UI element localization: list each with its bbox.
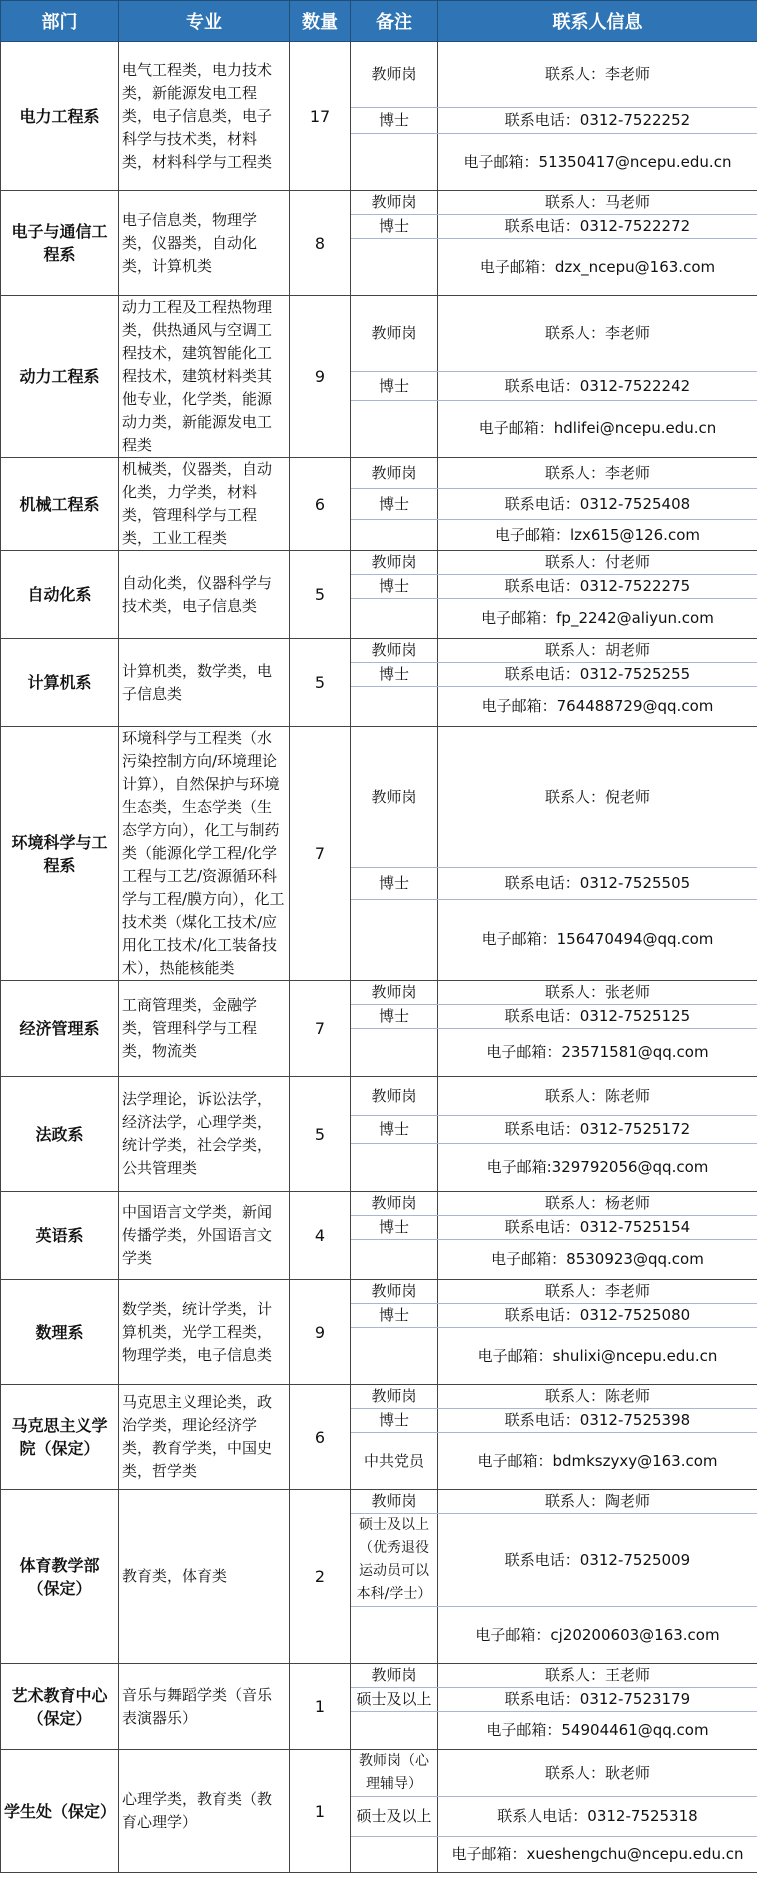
contact-cell: 联系电话：0312-7525172 [438, 1116, 757, 1144]
contact-cell: 电子邮箱：lzx615@126.com [438, 520, 757, 551]
table-row [1, 639, 757, 663]
note-cell [351, 1240, 438, 1280]
note-cell [351, 1029, 438, 1077]
note-cell: 博士 [351, 489, 438, 520]
note-cell [351, 1328, 438, 1385]
note-cell [351, 1144, 438, 1192]
contact-cell: 联系电话：0312-7525408 [438, 489, 757, 520]
table-body [1, 42, 757, 1873]
contact-cell: 联系电话：0312-7525398 [438, 1409, 757, 1433]
count-cell: 5 [290, 551, 351, 639]
contact-cell: 电子邮箱：23571581@qq.com [438, 1029, 757, 1077]
table-row [1, 1280, 757, 1304]
note-cell: 教师岗 [351, 1385, 438, 1409]
table-row [1, 1490, 757, 1514]
contact-cell: 电子邮箱：8530923@qq.com [438, 1240, 757, 1280]
department-cell: 动力工程系 [1, 296, 119, 458]
department-cell: 学生处（保定） [1, 1750, 119, 1873]
note-cell [351, 1837, 438, 1873]
note-cell: 中共党员 [351, 1433, 438, 1490]
note-cell: 博士 [351, 663, 438, 687]
major-cell: 教育类，体育类 [119, 1490, 290, 1664]
note-cell: 博士 [351, 1304, 438, 1328]
header-department: 部门 [1, 1, 119, 42]
contact-cell: 联系人：陈老师 [438, 1385, 757, 1409]
major-cell: 环境科学与工程类（水污染控制方向/环境理论计算），自然保护与环境生态类，生态学类（生态学方向），化工与制药类（能源化学工程/化学工程与工艺/资源循环科学与工程/膜方向），化工技术类（煤化工技术/应用化工技术/化工装备技术），热能核能类 [119, 727, 290, 981]
department-cell: 体育教学部（保定） [1, 1490, 119, 1664]
header-notes: 备注 [351, 1, 438, 42]
note-cell: 博士 [351, 215, 438, 239]
contact-cell: 联系人：李老师 [438, 42, 757, 108]
contact-cell: 联系人：陈老师 [438, 1077, 757, 1116]
contact-cell: 联系电话：0312-7522242 [438, 372, 757, 400]
major-cell: 数学类，统计学类，计算机类，光学工程类，物理学类，电子信息类 [119, 1280, 290, 1385]
major-cell: 电气工程类，电力技术类，新能源发电工程类，电子信息类，电子科学与技术类，材料类，材料科学与工程类 [119, 42, 290, 191]
major-cell: 电子信息类，物理学类，仪器类，自动化类，计算机类 [119, 191, 290, 296]
note-cell [351, 1712, 438, 1750]
contact-cell: 电子邮箱：cj20200603@163.com [438, 1607, 757, 1664]
contact-cell: 联系电话：0312-7525154 [438, 1216, 757, 1240]
note-cell: 教师岗 [351, 551, 438, 575]
note-cell: 硕士及以上（优秀退役运动员可以本科/学士） [351, 1514, 438, 1607]
count-cell: 9 [290, 296, 351, 458]
contact-cell: 联系电话：0312-7522252 [438, 108, 757, 134]
count-cell: 4 [290, 1192, 351, 1280]
contact-cell: 联系人：李老师 [438, 296, 757, 372]
contact-cell: 电子邮箱：shulixi@ncepu.edu.cn [438, 1328, 757, 1385]
header-count: 数量 [290, 1, 351, 42]
department-cell: 马克思主义学院（保定） [1, 1385, 119, 1490]
department-cell: 英语系 [1, 1192, 119, 1280]
contact-cell: 联系人：李老师 [438, 1280, 757, 1304]
contact-cell: 电子邮箱：xueshengchu@ncepu.edu.cn [438, 1837, 757, 1873]
table-row [1, 1192, 757, 1216]
count-cell: 5 [290, 639, 351, 727]
contact-cell: 联系人：倪老师 [438, 727, 757, 868]
contact-cell: 电子邮箱：764488729@qq.com [438, 687, 757, 727]
table-row [1, 296, 757, 372]
note-cell: 教师岗 [351, 42, 438, 108]
note-cell: 博士 [351, 575, 438, 599]
contact-cell: 联系人：李老师 [438, 458, 757, 489]
count-cell: 17 [290, 42, 351, 191]
note-cell: 教师岗 [351, 727, 438, 868]
contact-cell: 联系电话：0312-7525080 [438, 1304, 757, 1328]
count-cell: 1 [290, 1664, 351, 1750]
contact-cell: 联系电话：0312-7525125 [438, 1005, 757, 1029]
contact-cell: 联系人：陶老师 [438, 1490, 757, 1514]
note-cell [351, 400, 438, 457]
table-row [1, 1077, 757, 1116]
contact-cell: 联系人电话：0312-7525318 [438, 1797, 757, 1837]
note-cell: 博士 [351, 108, 438, 134]
department-cell: 自动化系 [1, 551, 119, 639]
table-row [1, 191, 757, 215]
contact-cell: 联系电话：0312-7523179 [438, 1688, 757, 1712]
contact-cell: 联系电话：0312-7525255 [438, 663, 757, 687]
note-cell: 教师岗 [351, 296, 438, 372]
table-row [1, 551, 757, 575]
note-cell: 博士 [351, 1409, 438, 1433]
contact-cell: 联系人：杨老师 [438, 1192, 757, 1216]
count-cell: 7 [290, 981, 351, 1077]
table-row [1, 981, 757, 1005]
header-contact: 联系人信息 [438, 1, 757, 42]
department-cell: 经济管理系 [1, 981, 119, 1077]
table-row [1, 42, 757, 108]
note-cell: 硕士及以上 [351, 1688, 438, 1712]
contact-cell: 电子邮箱：dzx_ncepu@163.com [438, 239, 757, 296]
major-cell: 自动化类，仪器科学与技术类，电子信息类 [119, 551, 290, 639]
department-cell: 电子与通信工程系 [1, 191, 119, 296]
department-cell: 计算机系 [1, 639, 119, 727]
contact-cell: 电子邮箱：156470494@qq.com [438, 899, 757, 980]
count-cell: 6 [290, 1385, 351, 1490]
header-major: 专业 [119, 1, 290, 42]
note-cell: 博士 [351, 1005, 438, 1029]
count-cell: 7 [290, 727, 351, 981]
contact-cell: 联系人：马老师 [438, 191, 757, 215]
note-cell: 教师岗 [351, 458, 438, 489]
department-cell: 环境科学与工程系 [1, 727, 119, 981]
department-cell: 法政系 [1, 1077, 119, 1192]
contact-cell: 电子邮箱：51350417@ncepu.edu.cn [438, 134, 757, 191]
note-cell: 教师岗 [351, 1077, 438, 1116]
department-cell: 电力工程系 [1, 42, 119, 191]
note-cell: 教师岗 [351, 1280, 438, 1304]
major-cell: 心理学类，教育类（教育心理学） [119, 1750, 290, 1873]
major-cell: 音乐与舞蹈学类（音乐表演器乐） [119, 1664, 290, 1750]
table-row [1, 458, 757, 489]
note-cell: 教师岗 [351, 981, 438, 1005]
major-cell: 动力工程及工程热物理类，供热通风与空调工程技术，建筑智能化工程技术，建筑材料类其他专业，化学类，能源动力类，新能源发电工程类 [119, 296, 290, 458]
count-cell: 9 [290, 1280, 351, 1385]
major-cell: 工商管理类，金融学类，管理科学与工程类，物流类 [119, 981, 290, 1077]
contact-cell: 电子邮箱：hdlifei@ncepu.edu.cn [438, 400, 757, 457]
note-cell: 博士 [351, 868, 438, 899]
department-cell: 数理系 [1, 1280, 119, 1385]
note-cell: 博士 [351, 372, 438, 400]
table-row [1, 727, 757, 868]
contact-cell: 联系人：耿老师 [438, 1750, 757, 1797]
contact-cell: 电子邮箱：bdmkszyxy@163.com [438, 1433, 757, 1490]
note-cell: 教师岗 [351, 1664, 438, 1688]
department-cell: 机械工程系 [1, 458, 119, 551]
major-cell: 机械类，仪器类，自动化类，力学类，材料类，管理科学与工程类，工业工程类 [119, 458, 290, 551]
note-cell [351, 1607, 438, 1664]
note-cell: 博士 [351, 1116, 438, 1144]
note-cell: 教师岗 [351, 1192, 438, 1216]
contact-cell: 联系人：胡老师 [438, 639, 757, 663]
contact-cell: 联系电话：0312-7525505 [438, 868, 757, 899]
table-row [1, 1385, 757, 1409]
table-row [1, 1664, 757, 1688]
note-cell: 教师岗 [351, 191, 438, 215]
contact-cell: 联系人：王老师 [438, 1664, 757, 1688]
major-cell: 中国语言文学类，新闻传播学类，外国语言文学类 [119, 1192, 290, 1280]
count-cell: 6 [290, 458, 351, 551]
contact-cell: 联系电话：0312-7522272 [438, 215, 757, 239]
contact-cell: 联系人：付老师 [438, 551, 757, 575]
note-cell [351, 134, 438, 191]
contact-cell: 电子邮箱：fp_2242@aliyun.com [438, 599, 757, 639]
table-row [1, 1750, 757, 1797]
note-cell: 教师岗 [351, 639, 438, 663]
count-cell: 2 [290, 1490, 351, 1664]
note-cell [351, 599, 438, 639]
contact-cell: 联系电话：0312-7522275 [438, 575, 757, 599]
note-cell [351, 899, 438, 980]
major-cell: 法学理论，诉讼法学，经济法学，心理学类，统计学类，社会学类，公共管理类 [119, 1077, 290, 1192]
count-cell: 8 [290, 191, 351, 296]
note-cell [351, 239, 438, 296]
contact-cell: 电子邮箱:329792056@qq.com [438, 1144, 757, 1192]
department-cell: 艺术教育中心（保定） [1, 1664, 119, 1750]
note-cell: 硕士及以上 [351, 1797, 438, 1837]
count-cell: 5 [290, 1077, 351, 1192]
major-cell: 计算机类，数学类，电子信息类 [119, 639, 290, 727]
major-cell: 马克思主义理论类，政治学类，理论经济学类，教育学类，中国史类，哲学类 [119, 1385, 290, 1490]
count-cell: 1 [290, 1750, 351, 1873]
note-cell: 教师岗（心理辅导） [351, 1750, 438, 1797]
note-cell: 教师岗 [351, 1490, 438, 1514]
contact-cell: 联系人：张老师 [438, 981, 757, 1005]
note-cell: 博士 [351, 1216, 438, 1240]
header-row [1, 1, 757, 42]
contact-cell: 电子邮箱：54904461@qq.com [438, 1712, 757, 1750]
note-cell [351, 687, 438, 727]
note-cell [351, 520, 438, 551]
contact-cell: 联系电话：0312-7525009 [438, 1514, 757, 1607]
